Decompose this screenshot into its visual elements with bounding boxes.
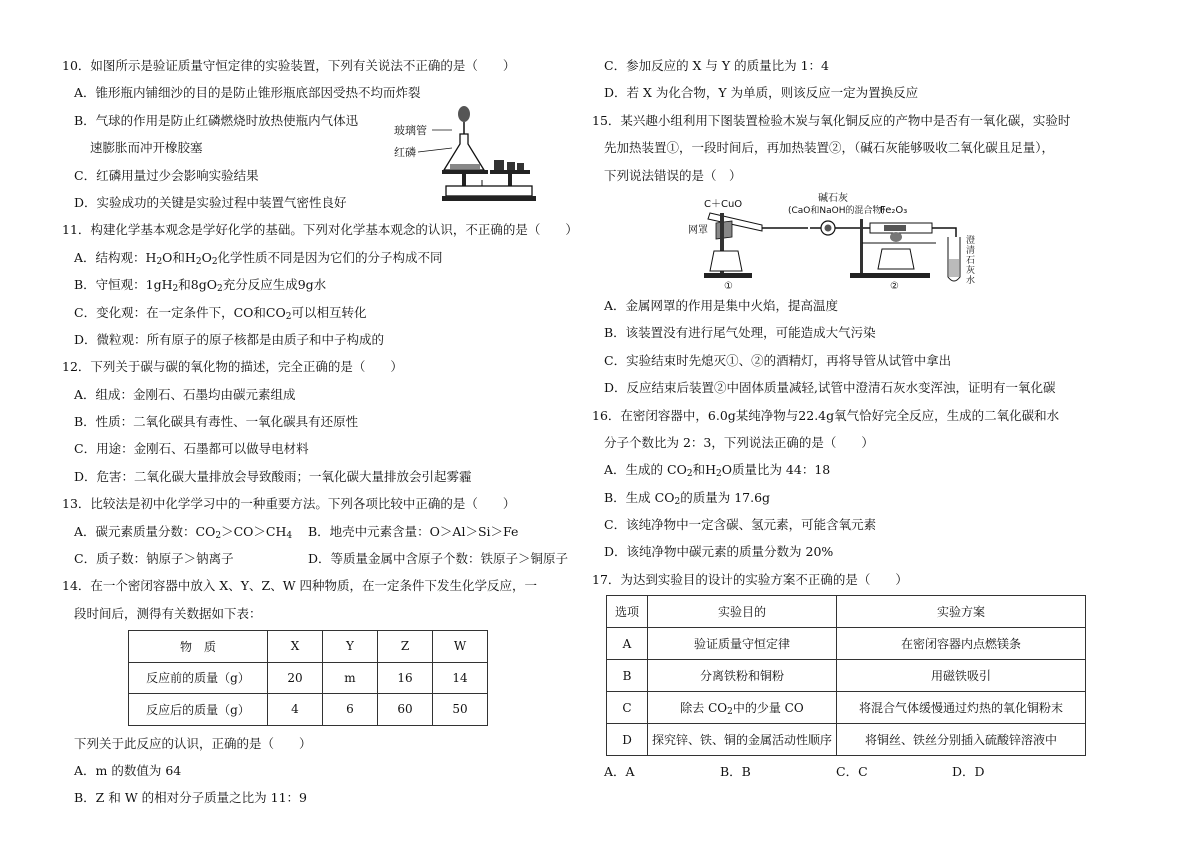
q12-option-b: B．性质：二氧化碳具有毒性、一氧化碳具有还原性 [74, 414, 359, 430]
q10-option-b-line1: B．气球的作用是防止红磷燃烧时放热使瓶内气体迅 [74, 112, 359, 128]
soda-lime-composition-label: (CaO和NaOH的混合物) [788, 205, 886, 216]
table-cell: 反应前的质量（g） [129, 662, 268, 694]
q13-options-ab [62, 518, 582, 545]
q15-stem-line2: 先加热装置①，一段时间后，再加热装置②，（碱石灰能够吸收二氧化碳且足量）， [604, 140, 1055, 156]
table-header-cell: Y [323, 631, 378, 663]
red-phosphorus-label: 红磷 [394, 146, 416, 159]
q14-question: 下列关于此反应的认识，正确的是（ ） [74, 735, 312, 751]
q10-option-a: A．锥形瓶内铺细沙的目的是防止锥形瓶底部因受热不均而炸裂 [74, 85, 421, 101]
table-cell: 分离铁粉和铜粉 [648, 660, 837, 692]
q15-stem-line3: 下列说法错误的是（ ） [604, 167, 742, 183]
q13-option-c: C．质子数：钠原子＞钠离子 [74, 551, 234, 567]
q17-option-c: C．C [836, 764, 868, 780]
q17-stem: 17．为达到实验目的设计的实验方案不正确的是（ ） [592, 571, 908, 587]
q11-option-a: A．结构观：$H_2O$和$H_2O_2$化学性质不同是因为它们的分子构成不同 [74, 249, 443, 267]
right-column [592, 52, 1152, 786]
table-row [607, 660, 1086, 692]
limewater-label-char: 澄 [966, 235, 976, 246]
apparatus-1-label: ① [724, 280, 733, 292]
q17-option-d: D．D [952, 764, 985, 780]
c-cuo-label: C＋CuO [704, 198, 743, 210]
table-row [129, 694, 488, 726]
fe2o3-label: Fe₂O₃ [880, 204, 908, 216]
table-header-cell: 实验目的 [648, 596, 837, 628]
table-row [607, 692, 1086, 724]
table-cell: 6 [323, 694, 378, 726]
q14-option-b: B．Z 和 W 的相对分子质量之比为 11：9 [74, 790, 307, 806]
q14-option-a: A．m 的数值为 64 [74, 763, 182, 779]
table-cell: 在密闭容器内点燃镁条 [837, 628, 1086, 660]
balloon-icon [458, 106, 470, 136]
q17-answer-options [592, 758, 1152, 785]
q13-option-d: D．等质量金属中含原子个数：铁原子＞铜原子 [308, 551, 569, 567]
q14-data-table [128, 630, 488, 726]
q12-option-a: A．组成：金刚石、石墨均由碳元素组成 [74, 386, 296, 402]
limewater-label-char: 灰 [966, 265, 976, 276]
q13-options-cd [62, 545, 582, 572]
q16-option-b: B．生成 $CO_2$的质量为 17.6g [604, 489, 771, 507]
q16-option-d: D．该纯净物中碳元素的质量分数为 20% [604, 544, 834, 560]
table-cell: 除去 $CO_2$中的少量 CO [648, 692, 837, 724]
table-header-cell: X [268, 631, 323, 663]
test-tube-heating-apparatus [688, 198, 762, 292]
limewater-label-char: 石 [966, 255, 976, 266]
table-header-cell: W [433, 631, 488, 663]
table-cell: 探究锌、铁、铜的金属活动性顺序 [648, 724, 837, 756]
q12-option-c: C．用途：金刚石、石墨都可以做导电材料 [74, 441, 309, 457]
table-cell: 14 [433, 662, 488, 694]
table-cell: 反应后的质量（g） [129, 694, 268, 726]
q15-option-b: B．该装置没有进行尾气处理，可能造成大气污染 [604, 325, 876, 341]
q14-option-c: C．参加反应的 X 与 Y 的质量比为 1：4 [604, 58, 829, 73]
q10-option-d: D．实验成功的关键是实验过程中装置气密性良好 [74, 194, 347, 210]
q13-option-b: B．地壳中元素含量：O＞Al＞Si＞Fe [308, 523, 519, 539]
table-header-cell: 实验方案 [837, 596, 1086, 628]
q13-stem: 13．比较法是初中化学学习中的一种重要方法。下列各项比较中正确的是（ ） [62, 496, 516, 512]
conical-flask-icon [444, 134, 484, 170]
q11-stem: 11．构建化学基本观念是学好化学的基础。下列对化学基本观念的认识，不正确的是（ ） [62, 222, 578, 238]
q11-option-c: C．变化观：在一定条件下，CO和$CO_2$可以相互转化 [74, 304, 367, 322]
q12-option-d: D．危害：二氧化碳大量排放会导致酸雨；一氧化碳大量排放会引起雾霾 [74, 468, 472, 484]
soda-lime-label: 碱石灰 [818, 192, 848, 204]
table-cell: B [607, 660, 648, 692]
q10-option-c: C．红磷用量过少会影响实验结果 [74, 167, 259, 183]
glass-tube-label: 玻璃管 [394, 124, 427, 137]
q15-option-a: A．金属网罩的作用是集中火焰，提高温度 [604, 297, 839, 313]
q11-option-b: B．守恒观：$1gH_2$和$8gO_2$充分反应生成9g水 [74, 277, 327, 295]
q16-stem-line1: 16．在密闭容器中，6.0g某纯净物与22.4g氧气恰好完全反应，生成的二氧化碳和水 [592, 407, 1060, 423]
q16-option-a: A．生成的 $CO_2$和$H_2O$质量比为 44：18 [604, 462, 831, 480]
table-cell: 16 [378, 662, 433, 694]
q10-balance-apparatus-figure [390, 104, 542, 206]
table-cell: 50 [433, 694, 488, 726]
q15-apparatus-figure [592, 189, 1152, 292]
q14-option-d: D．若 X 为化合物，Y 为单质，则该反应一定为置换反应 [604, 85, 919, 101]
q15-option-c: C．实验结束时先熄灭①、②的酒精灯，再将导管从试管中拿出 [604, 352, 952, 368]
table-header-cell: 物 质 [129, 631, 268, 663]
q17-option-b: B．B [720, 764, 751, 780]
balance-base-icon [442, 174, 536, 201]
fe2o3-reaction-tube [850, 205, 936, 292]
limewater-label-char: 清 [966, 245, 976, 256]
table-header-cell: 选项 [607, 596, 648, 628]
limewater-test-tube [948, 234, 975, 286]
table-cell: 将混合气体缓慢通过灼热的氧化铜粉末 [837, 692, 1086, 724]
table-row [607, 724, 1086, 756]
q15-option-d: D．反应结束后装置②中固体质量减轻,试管中澄清石灰水变浑浊，证明有一氧化碳 [604, 380, 1056, 396]
table-cell: 4 [268, 694, 323, 726]
q16-stem-line2: 分子个数比为 2：3，下列说法正确的是（ ） [604, 434, 874, 450]
q17-option-a: A．A [604, 764, 635, 780]
gauze-label: 网罩 [688, 224, 708, 236]
q15-stem-line1: 15．某兴趣小组利用下图装置检验木炭与氧化铜反应的产物中是否有一氧化碳，实验时 [592, 112, 1071, 128]
table-cell: 60 [378, 694, 433, 726]
q11-option-d: D．微粒观：所有原子的原子核都是由质子和中子构成的 [74, 331, 385, 347]
table-row [607, 628, 1086, 660]
weights-pan-icon [490, 160, 530, 174]
q16-option-c: C．该纯净物中一定含碳、氢元素，可能含氧元素 [604, 517, 877, 533]
q13-option-a: A．碳元素质量分数：$CO_2>CO>CH_4$ [74, 523, 293, 541]
table-header-cell: Z [378, 631, 433, 663]
table-header-row [129, 631, 488, 663]
q10-stem: 10．如图所示是验证质量守恒定律的实验装置，下列有关说法不正确的是（ ） [62, 58, 516, 73]
q17-options-table [606, 595, 1086, 756]
apparatus-2-label: ② [890, 280, 899, 292]
table-cell: C [607, 692, 648, 724]
q14-stem-line2: 段时间后，测得有关数据如下表： [74, 605, 262, 621]
table-cell: A [607, 628, 648, 660]
table-cell: 验证质量守恒定律 [648, 628, 837, 660]
table-cell: 将铜丝、铁丝分别插入硫酸锌溶液中 [837, 724, 1086, 756]
table-cell: 用磁铁吸引 [837, 660, 1086, 692]
table-cell: m [323, 662, 378, 694]
table-cell: D [607, 724, 648, 756]
table-row [129, 662, 488, 694]
q12-stem: 12．下列关于碳与碳的氧化物的描述，完全正确的是（ ） [62, 359, 403, 375]
q10-option-b-line2: 速膨胀而冲开橡胶塞 [90, 140, 203, 156]
q14-stem-line1: 14．在一个密闭容器中放入 X、Y、Z、W 四种物质，在一定条件下发生化学反应，一 [62, 578, 538, 594]
limewater-label-char: 水 [966, 275, 976, 286]
table-header-row [607, 596, 1086, 628]
table-cell: 20 [268, 662, 323, 694]
